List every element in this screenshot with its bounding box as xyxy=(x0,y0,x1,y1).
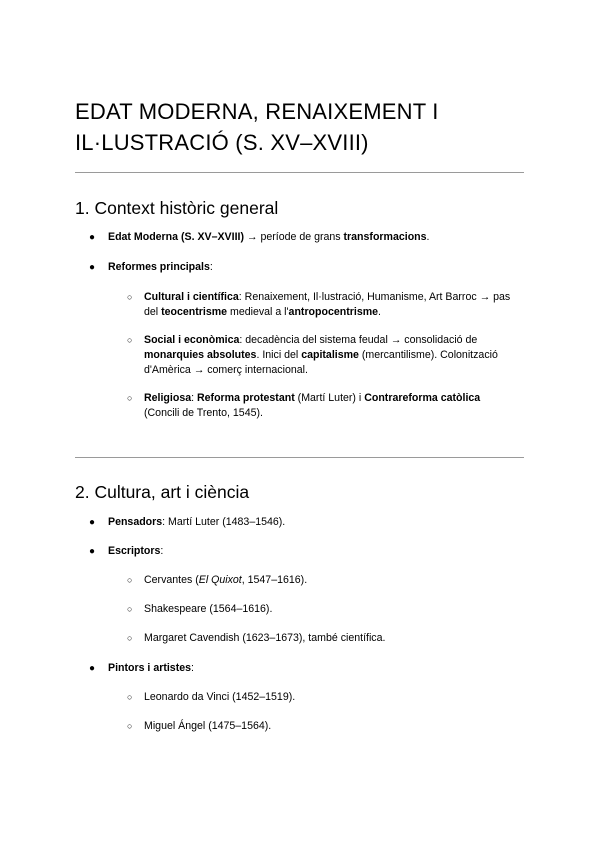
text: : xyxy=(191,662,194,674)
term: Pensadors xyxy=(108,516,163,528)
sub-bullet: ○ xyxy=(127,393,133,403)
text: : Martí Luter (1483–1546). xyxy=(162,516,286,528)
sub-bullet: ○ xyxy=(127,633,133,643)
list-item-cavendish: Margaret Cavendish (1623–1673), també científica. xyxy=(144,632,386,644)
text: Cervantes ( xyxy=(144,574,199,586)
bullet: ● xyxy=(89,517,96,528)
term: Reforma protestant xyxy=(197,392,295,404)
bullet: ● xyxy=(89,262,96,273)
bullet: ● xyxy=(89,232,96,243)
list-item-social xyxy=(144,333,514,378)
term: antropocentrisme xyxy=(288,306,379,318)
divider xyxy=(75,172,524,173)
term: Edat Moderna (S. XV–XVIII) xyxy=(108,231,244,243)
term: teocentrisme xyxy=(161,306,228,318)
section-1-heading: 1. Context històric general xyxy=(75,198,279,218)
text: : Renaixement, Il·lustració, Humanisme, Art Barroc → pas del xyxy=(144,291,511,318)
book-title: El Quixot xyxy=(198,574,242,586)
text: (mercantilisme). Colonització d'Amèrica → comerç internacional. xyxy=(144,349,498,376)
text: . Inici del xyxy=(256,349,302,361)
text: : xyxy=(191,392,195,404)
list-item-leonardo: Leonardo da Vinci (1452–1519). xyxy=(144,691,296,703)
text: , 1547–1616). xyxy=(241,574,308,586)
text: . xyxy=(378,306,381,318)
list-item-pintors xyxy=(108,661,524,676)
text: : xyxy=(160,545,164,557)
text: (Concili de Trento, 1545). xyxy=(144,407,263,419)
sub-bullet: ○ xyxy=(127,721,133,731)
list-item-edat-moderna xyxy=(108,230,524,245)
sub-bullet: ○ xyxy=(127,692,133,702)
bullet: ● xyxy=(89,546,96,557)
term: Religiosa xyxy=(144,392,192,404)
list-item-escriptors xyxy=(108,544,524,559)
sub-bullet: ○ xyxy=(127,292,133,302)
list-item-pensadors xyxy=(108,515,524,530)
text: : xyxy=(209,261,213,273)
text: → període de grans xyxy=(243,231,344,243)
term: Escriptors xyxy=(108,545,161,557)
term: Contrareforma catòlica xyxy=(364,392,481,404)
section-2-heading: 2. Cultura, art i ciència xyxy=(75,482,250,502)
divider xyxy=(75,457,524,458)
bullet: ● xyxy=(89,663,96,674)
list-item-miguel: Miguel Ángel (1475–1564). xyxy=(144,720,272,732)
term: capitalisme xyxy=(301,349,359,361)
list-item-shakespeare: Shakespeare (1564–1616). xyxy=(144,603,273,615)
term: Social i econòmica xyxy=(144,334,240,346)
page-title: EDAT MODERNA, RENAIXEMENT I IL·LUSTRACIÓ (S. XV–XVIII) xyxy=(75,99,439,155)
list-item-cultural xyxy=(144,290,514,320)
term: Cultural i científica xyxy=(144,291,239,303)
term: Reformes principals xyxy=(108,261,210,273)
text: medieval a l' xyxy=(227,306,289,318)
list-item-religiosa xyxy=(144,391,514,421)
term: transformacions xyxy=(343,231,427,243)
text: : decadència del sistema feudal → consolidació de xyxy=(239,334,478,346)
text: . xyxy=(426,231,430,243)
term: Pintors i artistes xyxy=(108,662,192,674)
sub-bullet: ○ xyxy=(127,604,133,614)
list-item-cervantes xyxy=(144,573,514,588)
term: monarquies absolutes xyxy=(144,349,257,361)
text: (Martí Luter) i xyxy=(294,392,365,404)
sub-bullet: ○ xyxy=(127,575,133,585)
sub-bullet: ○ xyxy=(127,335,133,345)
list-item-reformes xyxy=(108,260,524,275)
